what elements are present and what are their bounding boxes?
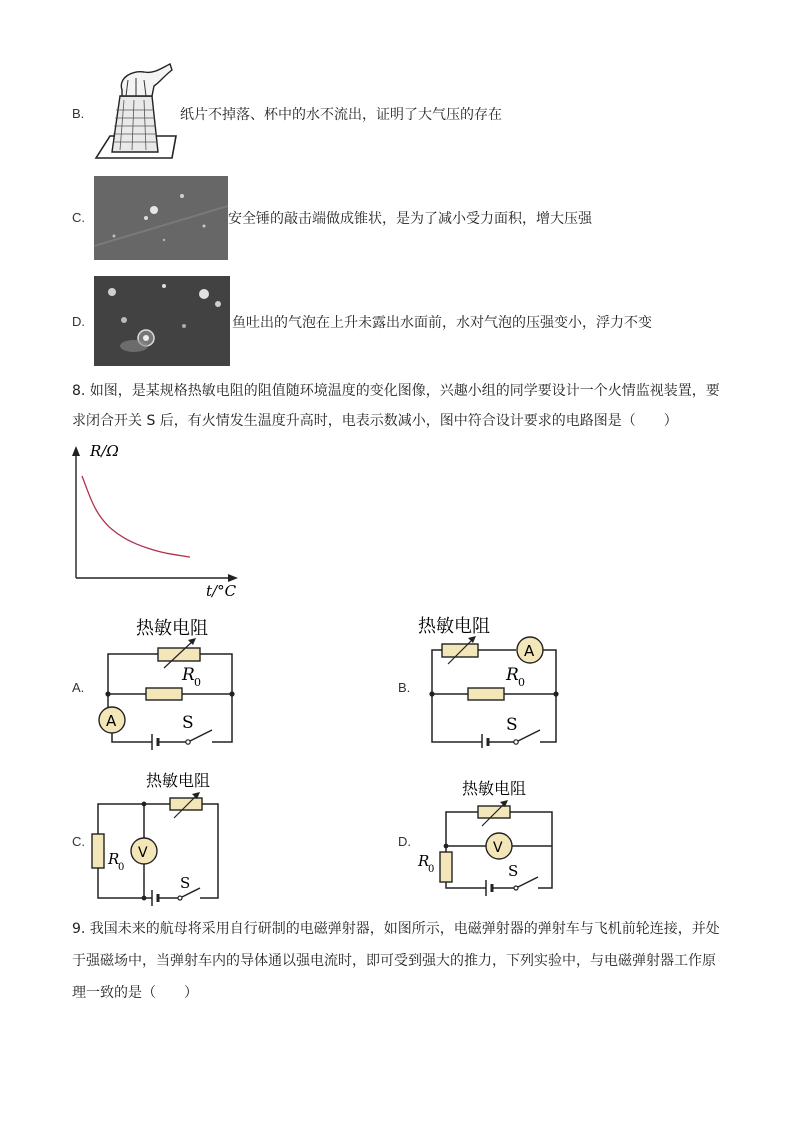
circuit-d-switch-label: S <box>508 862 519 880</box>
question8-line1: 8. 如图，是某规格热敏电阻的阻值随环境温度的变化图像，兴趣小组的同学要设计一个火情监视装置，要 <box>72 383 720 399</box>
circuit-c <box>88 768 228 908</box>
circuit-c-voltmeter-label: V <box>138 845 148 861</box>
safety-hammer-photo <box>94 176 228 260</box>
circuit-a <box>90 610 250 750</box>
circuit-a-thermistor-label: 热敏电阻 <box>136 618 208 639</box>
circuit-a-ammeter-label: A <box>106 712 117 730</box>
y-axis-arrow <box>72 446 80 456</box>
question8-line2: 求闭合开关 S 后，有火情发生温度升高时，电表示数减小，图中符合设计要求的电路图是（ ） <box>72 413 678 429</box>
circuit-d-thermistor <box>478 806 510 818</box>
circuit-b-switch <box>518 730 540 741</box>
circuit-c-r0-sub: 0 <box>118 862 125 873</box>
circuit-b-thermistor-label: 热敏电阻 <box>418 616 490 637</box>
circuit-d-thermistor-label: 热敏电阻 <box>462 779 527 798</box>
circuit-c-switch-label: S <box>180 874 191 892</box>
circuit-d-voltmeter-label: V <box>493 840 503 856</box>
cup-paper-illustration <box>92 60 178 162</box>
circuit-d-r0-sub: 0 <box>428 864 435 875</box>
circuit-a-r0-sub: 0 <box>194 676 201 689</box>
circuit-b-ammeter-label: A <box>524 642 535 660</box>
circuit-b-thermistor <box>442 644 478 657</box>
option-d-letter: D. <box>72 314 85 329</box>
x-axis-arrow <box>228 574 238 582</box>
option-d-text: 鱼吐出的气泡在上升未露出水面前，水对气泡的压强变小，浮力不变 <box>232 315 652 331</box>
circuit-d <box>414 776 564 900</box>
option-c-text: 安全锤的敲击端做成锥状，是为了减小受力面积，增大压强 <box>228 211 592 227</box>
circuit-c-r0 <box>92 834 104 868</box>
circuit-a-r0 <box>146 688 182 700</box>
option-b-text: 纸片不掉落、杯中的水不流出，证明了大气压的存在 <box>180 107 502 123</box>
circuit-c-r0-label: R <box>108 850 120 868</box>
circuit-b-switch-label: S <box>506 715 518 735</box>
y-axis-label: R/Ω <box>90 442 119 460</box>
circuit-c-thermistor-label: 热敏电阻 <box>146 771 211 790</box>
circuit-d-letter: D. <box>398 834 411 849</box>
circuit-d-r0 <box>440 852 452 882</box>
question9-line3: 理一致的是（ ） <box>72 985 198 1001</box>
circuit-b-r0-label: R <box>506 665 519 685</box>
resistance-curve <box>82 476 190 557</box>
circuit-b-r0 <box>468 688 504 700</box>
circuit-a-r0-label: R <box>182 665 195 685</box>
question9-line1: 9. 我国未来的航母将采用自行研制的电磁弹射器，如图所示，电磁弹射器的弹射车与飞机前轮连接，并处 <box>72 921 720 937</box>
circuit-a-letter: A. <box>72 680 85 695</box>
option-c-letter: C. <box>72 210 85 225</box>
circuit-c-thermistor <box>170 798 202 810</box>
x-axis-label: t/°C <box>206 582 237 600</box>
thermistor-graph <box>60 438 250 602</box>
circuit-c-letter: C. <box>72 834 85 849</box>
circuit-a-switch-label: S <box>182 713 194 733</box>
fish-bubble-photo <box>94 276 230 366</box>
circuit-d-switch <box>518 877 538 887</box>
option-b-letter: B. <box>72 106 85 121</box>
question9-line2: 于强磁场中，当弹射车内的导体通以强电流时，即可受到强大的推力，下列实验中，与电磁弹射器工作原 <box>72 953 716 969</box>
circuit-b <box>416 608 576 748</box>
circuit-b-letter: B. <box>398 680 411 695</box>
circuit-d-r0-label: R <box>418 852 430 870</box>
circuit-b-r0-sub: 0 <box>518 676 525 689</box>
